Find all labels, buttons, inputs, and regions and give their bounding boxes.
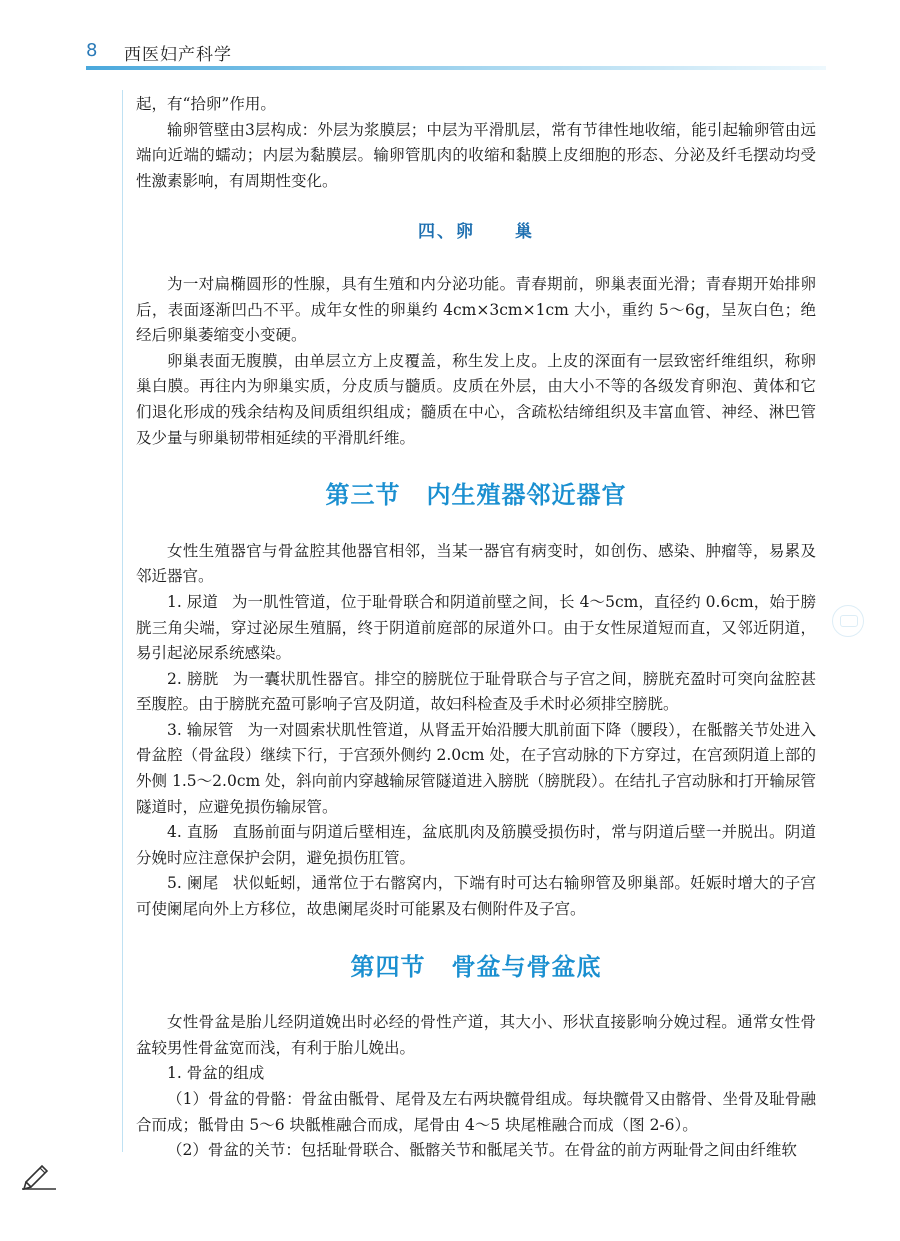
subheading-ovary-part2: 巢 bbox=[515, 222, 534, 243]
paragraph-pelvis-bones: （1）骨盆的骨骼：骨盆由骶骨、尾骨及左右两块髋骨组成。每块髋骨又由髂骨、坐骨及耻骨融合而成；骶骨由 5～6 块骶椎融合而成，尾骨由 4～5 块尾椎融合而成（图 2-6）。 bbox=[136, 1090, 816, 1134]
item-text: 为一对圆索状肌性管道，从肾盂开始沿腰大肌前面下降（腰段），在骶髂关节处进入骨盆腔（骨盆段）继续下行，于宫颈外侧约 2.0cm 处，在子宫动脉的下方穿过，在宫颈阴道上部的外侧 1.5～2.0cm 处，斜向前内穿越输尿管隧道进入膀胱（膀胱段）。在结扎子宫动脉和打开输尿管隧道时，应避免损伤输尿管。 bbox=[136, 720, 816, 816]
section-heading-3 bbox=[136, 483, 816, 509]
pen-writing-icon bbox=[20, 1162, 58, 1190]
item-text: 状似蚯蚓，通常位于右髂窝内，下端有时可达右输卵管及卵巢部。妊娠时增大的子宫可使阑尾向外上方移位，故患阑尾炎时可能累及右侧附件及子宫。 bbox=[136, 874, 816, 919]
paragraph-pelvis-joints: （2）骨盆的关节：包括耻骨联合、骶髂关节和骶尾关节。在骨盆的前方两耻骨之间由纤维软 bbox=[167, 1141, 797, 1160]
page-header bbox=[0, 0, 900, 72]
subheading-ovary-part1: 四、卵 bbox=[418, 222, 475, 243]
list-item-bladder bbox=[136, 667, 816, 718]
margin-line bbox=[122, 90, 123, 1152]
item-title: 2. 膀胱 bbox=[167, 669, 219, 688]
paragraph-continued: 起，有“拾卵”作用。 bbox=[136, 95, 276, 113]
paragraph-tube-wall: 输卵管壁由3层构成：外层为浆膜层；中层为平滑肌层，常有节律性地收缩，能引起输卵管由远端向近端的蠕动；内层为黏膜层。输卵管肌肉的收缩和黏膜上皮细胞的形态、分泌及纤毛摆动均受性激素影响，有周期性变化。 bbox=[136, 120, 816, 190]
item-text: 为一肌性管道，位于耻骨联合和阴道前壁之间，长 4～5cm，直径约 0.6cm，始于膀胱三角尖端，穿过泌尿生殖膈，终于阴道前庭部的尿道外口。由于女性尿道短而直，又邻近阴道，易引起泌尿系统感染。 bbox=[136, 592, 816, 663]
section-4-number: 第四节 bbox=[350, 952, 426, 981]
header-rule bbox=[86, 66, 826, 70]
section-3-title: 内生殖器邻近器官 bbox=[426, 481, 627, 510]
subheading-ovary bbox=[136, 220, 816, 246]
paragraph-ovary-2: 卵巢表面无腹膜，由单层立方上皮覆盖，称生发上皮。上皮的深面有一层致密纤维组织，称卵巢白膜。再往内为卵巢实质，分皮质与髓质。皮质在外层，由大小不等的各级发育卵泡、黄体和它们退化形成的残余结构及间质组织组成；髓质在中心，含疏松结缔组织及丰富血管、神经、淋巴管及少量与卵巢韧带相延续的平滑肌纤维。 bbox=[136, 351, 816, 447]
item-title: 3. 输尿管 bbox=[167, 720, 234, 739]
list-item-appendix bbox=[136, 871, 816, 922]
page-body bbox=[136, 92, 816, 1164]
item-text: 直肠前面与阴道后壁相连，盆底肌肉及筋膜受损伤时，常与阴道后壁一并脱出。阴道分娩时应注意保护会阴，避免损伤肛管。 bbox=[136, 823, 816, 867]
book-title: 西医妇产科学 bbox=[124, 45, 232, 65]
item-text: 为一囊状肌性器官。排空的膀胱位于耻骨联合与子宫之间，膀胱充盈时可突向盆腔甚至腹腔。由于膀胱充盈可影响子宫及阴道，故妇科检查及手术时必须排空膀胱。 bbox=[136, 669, 816, 714]
page-number: 8 bbox=[86, 40, 98, 61]
list-item-urethra bbox=[136, 590, 816, 667]
list-item-ureter bbox=[136, 718, 816, 820]
item-title: 4. 直肠 bbox=[167, 823, 219, 842]
paragraph-section4-intro: 女性骨盆是胎儿经阴道娩出时必经的骨性产道，其大小、形状直接影响分娩过程。通常女性骨盆较男性骨盆宽而浅，有利于胎儿娩出。 bbox=[136, 1013, 816, 1057]
item-title: 1. 尿道 bbox=[167, 592, 218, 611]
item-title: 5. 阑尾 bbox=[167, 874, 219, 893]
section-3-number: 第三节 bbox=[325, 481, 401, 510]
paragraph-pelvis-composition: 1. 骨盆的组成 bbox=[167, 1064, 265, 1083]
section-heading-4 bbox=[136, 952, 816, 981]
seal-icon bbox=[832, 605, 864, 637]
section-4-title: 骨盆与骨盆底 bbox=[451, 952, 602, 981]
paragraph-section3-intro: 女性生殖器官与骨盆腔其他器官相邻，当某一器官有病变时，如创伤、感染、肿瘤等，易累及邻近器官。 bbox=[136, 541, 816, 586]
paragraph-ovary-1: 为一对扁椭圆形的性腺，具有生殖和内分泌功能。青春期前，卵巢表面光滑；青春期开始排卵后，表面逐渐凹凸不平。成年女性的卵巢约 4cm×3cm×1cm 大小，重约 5～6g，呈灰白色；绝经后卵巢萎缩变小变硬。 bbox=[136, 274, 816, 345]
list-item-rectum bbox=[136, 820, 816, 871]
